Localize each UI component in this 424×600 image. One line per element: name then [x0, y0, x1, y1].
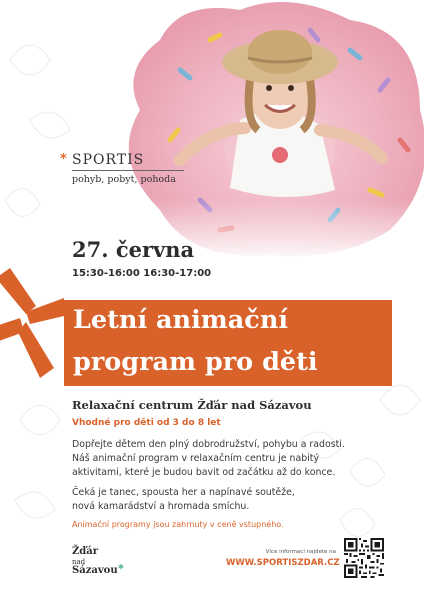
- description-line: Náš animační program v relaxačním centru je nabitý: [72, 453, 320, 464]
- description-paragraph-2: [72, 486, 392, 514]
- event-date: 27. června: [72, 237, 195, 262]
- description-line: nová kamarádství a hromada smíchu.: [72, 501, 250, 512]
- hero-photo-girl-donut-float: [120, 0, 424, 262]
- event-venue: Relaxační centrum Žďár nad Sázavou: [72, 398, 312, 412]
- event-times: 15:30-16:00 16:30-17:00: [72, 268, 212, 279]
- website-link[interactable]: WWW.SPORTISZDAR.CZ: [226, 558, 340, 568]
- city-name-line-1: Žďár: [72, 546, 99, 557]
- more-info-label: Více informací najdete na: [265, 549, 336, 555]
- event-title-line-1: Letní animační: [64, 300, 392, 340]
- description-line: Čeká je tanec, spousta her a napínavé soutěže,: [72, 487, 295, 498]
- city-name-line-3: Sázavou: [72, 565, 118, 576]
- city-star-icon: *: [118, 562, 124, 575]
- city-name-line-2: nad: [72, 558, 86, 566]
- brand-name: SPORTIS: [72, 152, 145, 168]
- brand-divider: [72, 170, 184, 171]
- orange-asterisk-logo: [0, 268, 64, 380]
- sportis-star-icon: *: [60, 152, 67, 167]
- brand-tagline: pohyb, pobyt, pohoda: [72, 174, 176, 185]
- event-age-range: Vhodné pro děti od 3 do 8 let: [72, 418, 221, 428]
- description-paragraph-1: [72, 438, 392, 480]
- description-line: aktivitami, které je budou bavit od začátku až do konce.: [72, 467, 336, 478]
- event-title-line-2: program pro děti: [64, 340, 392, 386]
- qr-code[interactable]: [344, 538, 384, 578]
- description-line: Dopřejte dětem den plný dobrodružství, pohybu a radosti.: [72, 439, 345, 450]
- price-note: Animační programy jsou zahrnuty v ceně vstupného.: [72, 520, 284, 529]
